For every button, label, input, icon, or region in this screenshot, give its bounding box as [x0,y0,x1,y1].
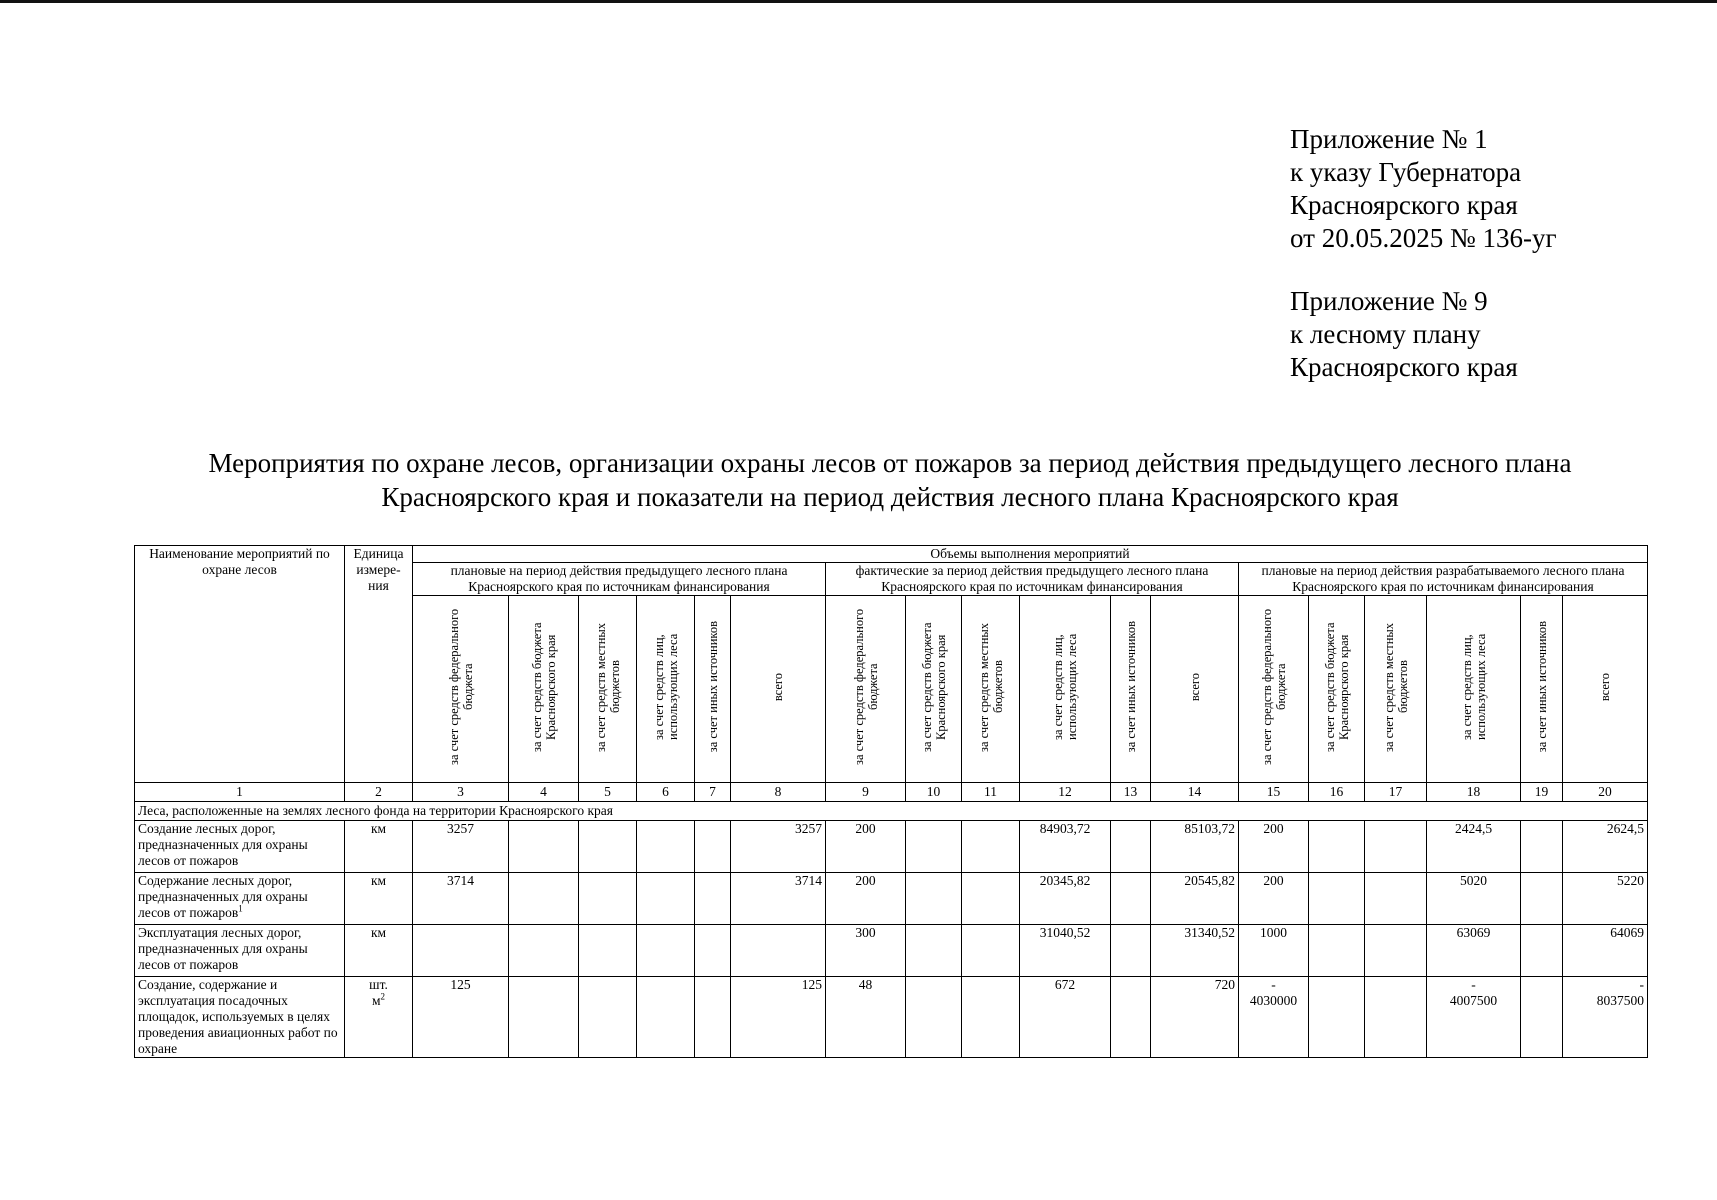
value-cell [1563,873,1648,925]
value-cell [906,977,962,1058]
value-cell [826,873,906,925]
column-number: 2 [345,783,413,802]
column-number: 6 [637,783,695,802]
value-cell [962,977,1020,1058]
value-cell [906,925,962,977]
cell-value: 31040,52 [1039,925,1091,940]
value-cell [1151,925,1239,977]
unit-cell [345,821,413,873]
cell-value: - [1471,977,1476,992]
cell-value: 5220 [1617,873,1644,888]
column-number: 11 [962,783,1020,802]
cell-value: 672 [1054,977,1076,992]
activity-name-cell [135,977,345,1058]
value-cell [1309,821,1365,873]
column-number: 18 [1427,783,1521,802]
cell-value: 31340,52 [1184,925,1235,940]
value-cell [1427,925,1521,977]
value-cell [731,977,826,1058]
cell-value: 200 [855,821,876,836]
unit-value-secondary-text: м [371,993,381,1008]
value-cell [906,821,962,873]
value-cell [413,925,509,977]
value-cell [579,977,637,1058]
value-cell [962,821,1020,873]
column-number: 12 [1020,783,1111,802]
sub-header-cell [1309,596,1365,783]
value-cell [731,925,826,977]
column-number: 13 [1111,783,1151,802]
column-number: 1 [135,783,345,802]
cell-value: 64069 [1610,925,1644,940]
table-body [135,783,1648,1058]
cell-value: 84903,72 [1039,821,1091,836]
value-cell [413,821,509,873]
value-cell [1521,977,1563,1058]
value-cell [695,925,731,977]
value-cell [1365,925,1427,977]
activity-name: Эксплуатация лесных дорог, предназначенных для охраны лесов от пожаров [138,925,308,972]
value-cell [413,873,509,925]
value-cell [1521,821,1563,873]
unit-value: шт. [369,977,388,992]
column-number: 3 [413,783,509,802]
column-number: 7 [695,783,731,802]
value-cell [1239,925,1309,977]
value-cell [1020,925,1111,977]
value-cell [695,821,731,873]
cell-value: 2424,5 [1454,821,1493,836]
sub-header-cell [509,596,579,783]
cell-value: 2624,5 [1606,821,1644,836]
value-cell [1239,873,1309,925]
cell-value: 200 [1263,873,1284,888]
cell-value: 200 [1263,821,1284,836]
value-cell [962,925,1020,977]
header-volumes: Объемы выполнения мероприятий [413,546,1648,563]
cell-value: 85103,72 [1184,821,1235,836]
sub-header-cell [579,596,637,783]
cell-value: 63069 [1456,925,1491,940]
sub-header-cell [1020,596,1111,783]
cell-value: 300 [855,925,876,940]
column-number: 8 [731,783,826,802]
column-number: 10 [906,783,962,802]
cell-value: 5020 [1460,873,1487,888]
value-cell [509,821,579,873]
cell-value: - [1639,977,1644,992]
sub-header-cell [1427,596,1521,783]
value-cell [731,873,826,925]
sub-header-label: за счет средств бюджета Красноярского края [919,622,948,752]
value-cell [1309,925,1365,977]
sub-header-label: за счет средств бюджета Красноярского края [1322,622,1351,752]
unit-value: км [370,821,387,836]
sub-header-label: за счет иных источников [705,621,720,753]
cell-value-secondary: 4007500 [1449,993,1498,1008]
value-cell [1020,821,1111,873]
footnote-mark: 1 [238,903,243,914]
header-unit: Единица измере-ния [345,546,413,783]
cell-value-secondary: 4030000 [1249,993,1298,1008]
cell-value: 720 [1214,977,1235,992]
sub-header-cell [637,596,695,783]
value-cell [1239,821,1309,873]
sub-header-label: за счет средств лиц, использующих леса [1051,633,1079,741]
value-cell [1239,977,1309,1058]
value-cell [1111,821,1151,873]
value-cell [1521,873,1563,925]
value-cell [1151,977,1239,1058]
column-number: 4 [509,783,579,802]
annex-9-line: к лесному плану [1290,319,1481,349]
value-cell [1151,821,1239,873]
sub-header-cell [1151,596,1239,783]
value-cell [1563,925,1648,977]
sub-header-label: всего [771,672,785,702]
value-cell [413,977,509,1058]
value-cell [579,925,637,977]
value-cell [637,925,695,977]
sub-header-cell [1239,596,1309,783]
unit-superscript: 2 [380,991,386,1002]
cell-value: 3714 [795,873,822,888]
value-cell [731,821,826,873]
value-cell [1111,977,1151,1058]
value-cell [509,977,579,1058]
cell-value: - [1271,977,1276,992]
document-title-line: Мероприятия по охране лесов, организации охраны лесов от пожаров за период действия предыдущего лесного плана [208,448,1572,478]
column-number: 5 [579,783,637,802]
activity-name-cell [135,925,345,977]
document-title [100,446,1680,514]
unit-cell [345,873,413,925]
value-cell [579,821,637,873]
value-cell [509,873,579,925]
cell-value: 125 [450,977,471,992]
value-cell [695,977,731,1058]
unit-cell [345,977,413,1058]
sub-header-cell [906,596,962,783]
annex-9-line: Красноярского края [1290,352,1518,382]
value-cell [1020,977,1111,1058]
value-cell [1427,977,1521,1058]
unit-value: км [370,925,387,940]
value-cell [1020,873,1111,925]
sub-header-label: всего [1187,672,1202,702]
header-group-planned-new: плановые на период действия разрабатываемого лесного плана Красноярского края по источникам финансирования [1239,563,1648,596]
value-cell [1111,873,1151,925]
sub-header-label: за счет средств федерального бюджета [1259,608,1288,766]
sub-header-label: всего [1598,672,1612,702]
value-cell [1427,821,1521,873]
annex-1-line: Приложение № 1 [1290,124,1488,154]
cell-value: 20345,82 [1039,873,1091,888]
sub-header-label: за счет иных источников [1123,621,1138,753]
value-cell [1111,925,1151,977]
top-border-line [0,0,1717,3]
column-number: 19 [1521,783,1563,802]
header-group-actual-previous: фактические за период действия предыдущего лесного плана Красноярского края по источникам финансирования [826,563,1239,596]
sub-header-cell [962,596,1020,783]
sub-header-label: за счет средств федерального бюджета [446,608,475,766]
activity-name-cell [135,821,345,873]
value-cell [1563,977,1648,1058]
column-number: 17 [1365,783,1427,802]
cell-value-secondary: 8037500 [1596,993,1644,1008]
value-cell [579,873,637,925]
sub-header-label: за счет иных источников [1534,621,1549,753]
section-row [135,802,1648,821]
value-cell [1563,821,1648,873]
value-cell [826,821,906,873]
value-cell [637,977,695,1058]
cell-value: 3714 [447,873,474,888]
sub-header-label: за счет средств лиц, использующих леса [1459,633,1488,741]
header-activity-name: Наименование мероприятий по охране лесов [135,546,345,783]
annex-1-line: от 20.05.2025 № 136-уг [1290,223,1557,253]
sub-header-label: за счет средств бюджета Красноярского края [529,622,558,752]
value-cell [906,873,962,925]
sub-header-cell [826,596,906,783]
activity-name-cell [135,873,345,925]
sub-header-cell [413,596,509,783]
header-group-planned-previous: плановые на период действия предыдущего лесного плана Красноярского края по источникам финансирования [413,563,826,596]
unit-value-secondary [348,993,409,1009]
annex-9-line: Приложение № 9 [1290,286,1488,316]
sub-header-label: за счет средств лиц, использующих леса [651,633,680,741]
cell-value: 1000 [1260,925,1287,940]
value-cell [695,873,731,925]
table-row [135,821,1648,873]
unit-cell [345,925,413,977]
value-cell [509,925,579,977]
cell-value: 20545,82 [1184,873,1235,888]
unit-value: км [370,873,387,888]
sub-header-cell [695,596,731,783]
value-cell [1427,873,1521,925]
value-cell [826,925,906,977]
activity-name: Создание лесных дорог, предназначенных для охраны лесов от пожаров [138,821,308,868]
value-cell [1309,873,1365,925]
value-cell [1309,977,1365,1058]
sub-header-label: за счет средств местных бюджетов [593,622,622,752]
value-cell [1365,821,1427,873]
cell-value: 200 [855,873,876,888]
table-row [135,925,1648,977]
forest-protection-table [134,545,1648,1058]
table-row [135,977,1648,1058]
annex-1-line: Красноярского края [1290,190,1518,220]
sub-header-label: за счет средств местных бюджетов [1381,622,1410,752]
sub-header-cell [1111,596,1151,783]
sub-header-label: за счет средств местных бюджетов [976,622,1005,752]
cell-value: 3257 [447,821,474,836]
document-title-line: Красноярского края и показатели на период действия лесного плана Красноярского края [381,482,1399,512]
value-cell [962,873,1020,925]
column-number: 15 [1239,783,1309,802]
activity-name: Содержание лесных дорог, предназначенных для охраны лесов от пожаров [138,873,308,920]
value-cell [637,821,695,873]
sub-header-cell [1365,596,1427,783]
value-cell [826,977,906,1058]
annex-1-line: к указу Губернатора [1290,157,1522,187]
section-title: Леса, расположенные на землях лесного фонда на территории Красноярского края [135,802,1648,821]
cell-value: 125 [801,977,822,992]
column-number: 14 [1151,783,1239,802]
value-cell [1365,873,1427,925]
column-number: 16 [1309,783,1365,802]
value-cell [637,873,695,925]
annex-1-heading [1290,123,1557,255]
table-row [135,873,1648,925]
column-number-row [135,783,1648,802]
cell-value: 48 [858,977,873,992]
column-number: 20 [1563,783,1648,802]
column-number: 9 [826,783,906,802]
annex-9-heading [1290,285,1518,384]
value-cell [1151,873,1239,925]
sub-header-cell [1563,596,1648,783]
sub-header-cell [731,596,826,783]
sub-header-label: за счет средств федерального бюджета [851,608,880,766]
sub-header-cell [1521,596,1563,783]
value-cell [1365,977,1427,1058]
cell-value: 3257 [795,821,822,836]
value-cell [1521,925,1563,977]
activity-name: Создание, содержание и эксплуатация посадочных площадок, используемых в целях проведения авиационных работ по охране [138,977,338,1056]
